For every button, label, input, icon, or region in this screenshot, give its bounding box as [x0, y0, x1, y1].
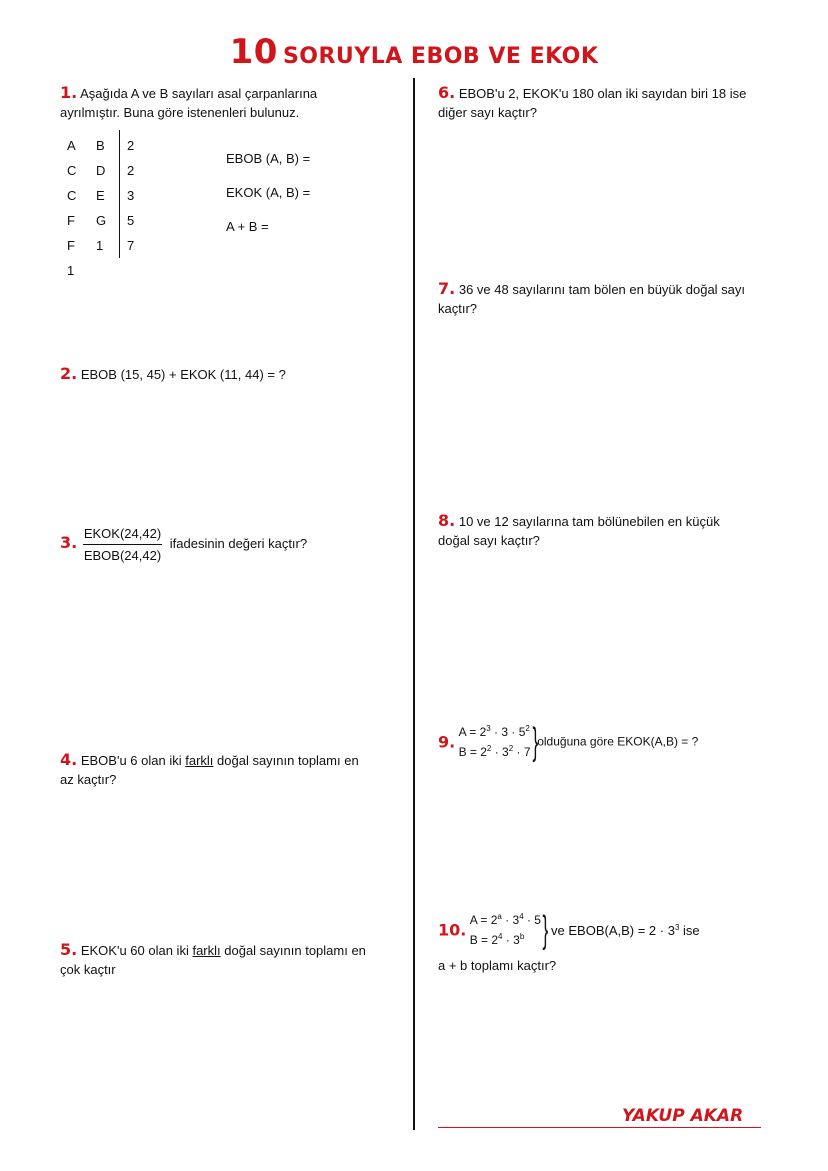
author-name: YAKUP AKAR — [622, 1106, 744, 1126]
factor-col-a: A C C F F 1 — [67, 138, 77, 278]
author-underline — [438, 1127, 761, 1128]
equation-a: $A = 2^a \cdot 3^4 \cdot 5$ — [469, 912, 541, 927]
factor-divider-line — [119, 130, 120, 258]
question-3: 3. $\frac{\text{EKOK(24,42)}}{\text{EBOB(24,42)}}$ ifadesinin değeri kaçtır? — [60, 526, 308, 563]
equation-b: $B = 2^2 \cdot 3^2 \cdot 7$ — [458, 744, 531, 759]
ask-ebob: EBOB (A, B) = — [226, 151, 311, 166]
question-1: 1. Aşağıda A ve B sayıları asal çarpanlarına ayrılmıştır. Buna göre istenenleri bulunuz. — [60, 83, 318, 120]
question-2: 2. EBOB (15, 45) + EKOK (11, 44) = ? — [60, 364, 286, 383]
page-title: 10 SORUYLA EBOB VE EKOK — [229, 32, 599, 72]
question-8: 8. 10 ve 12 sayılarına tam bölünebilen en küçük doğal sayı kaçtır? — [438, 511, 720, 548]
question-10-line2: a + b toplamı kaçtır? — [438, 958, 557, 973]
column-divider — [413, 78, 415, 1130]
right-brace: } — [542, 909, 549, 951]
question-6: 6. EBOB'u 2, EKOK'u 180 olan iki sayıdan biri 18 ise diğer sayı kaçtır? — [438, 83, 747, 120]
equation-system — [459, 722, 531, 762]
equation-b: $B = 2^4 \cdot 3^b$ — [469, 932, 525, 947]
ebob-condition: ve EBOB(A,B) = $2 \cdot 3^3$ ise — [551, 922, 700, 938]
ask-ekok: EKOK (A, B) = — [226, 185, 311, 200]
question-7: 7. 36 ve 48 sayılarını tam bölen en büyük doğal sayı kaçtır? — [438, 279, 746, 316]
ask-sum: A + B = — [226, 219, 269, 234]
question-10: 10. $A = 2^a \cdot 3^4 \cdot 5$ $B = 2^4 \cdot 3^b$ } ve EBOB(A,B) = $2 \cdot 3^3$ ise — [438, 909, 700, 951]
equation-a: $A = 2^3 \cdot 3 \cdot 5^2$ — [458, 724, 530, 739]
question-5: 5. EKOK'u 60 olan iki farklı doğal sayının toplamı en çok kaçtır — [60, 940, 366, 977]
factor-col-b: B D E G 1 — [96, 138, 107, 253]
equation-system — [470, 910, 541, 950]
right-brace: } — [532, 721, 538, 763]
question-9: 9. $A = 2^3 \cdot 3 \cdot 5^2$ $B = 2^2 \cdot 3^2$ · 7}olduğuna göre EKOK(A,B) = ? — [438, 721, 699, 763]
question-4: 4. EBOB'u 6 olan iki farklı doğal sayının toplamı en az kaçtır? — [60, 750, 359, 787]
fraction: $\frac{\text{EKOK(24,42)}}{\text{EBOB(24,42)}}$ — [83, 526, 162, 563]
factor-col-primes: 2 2 3 5 7 — [127, 138, 135, 253]
